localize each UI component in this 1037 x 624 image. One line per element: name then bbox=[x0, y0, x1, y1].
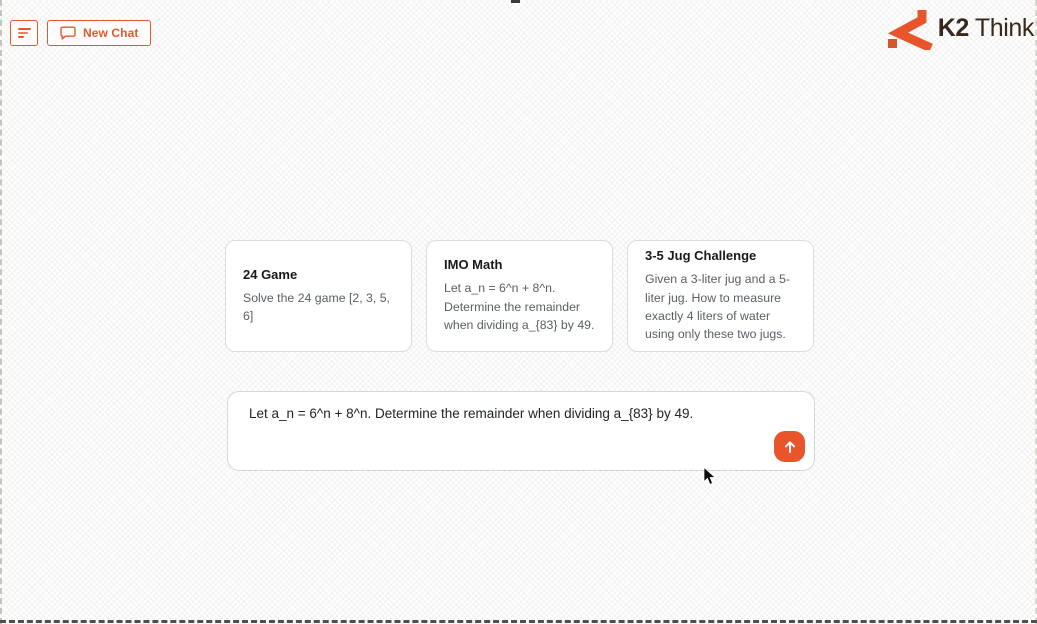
sidebar-toggle-button[interactable] bbox=[10, 20, 38, 46]
top-edge-artifact bbox=[511, 0, 520, 3]
new-chat-button[interactable] bbox=[47, 20, 151, 46]
suggestion-card-imo-math[interactable] bbox=[426, 240, 613, 352]
mouse-cursor-arrow bbox=[703, 467, 716, 491]
logo-text-k2: K2 bbox=[937, 13, 969, 42]
menu-lines-icon bbox=[18, 28, 31, 38]
message-input[interactable] bbox=[228, 392, 814, 470]
suggestion-card-24-game[interactable] bbox=[225, 240, 412, 352]
brand-wordmark bbox=[938, 14, 1034, 43]
k2-brand-mark-icon bbox=[885, 6, 933, 50]
suggestion-card-row bbox=[225, 240, 814, 352]
logo-text-think: Think bbox=[974, 13, 1034, 42]
brand-logo bbox=[885, 6, 1034, 50]
card-title: 24 Game bbox=[243, 266, 298, 282]
card-description: Let a_n = 6^n + 8^n. Determine the remainder when dividing a_{83} by 49. bbox=[444, 281, 595, 333]
message-composer bbox=[227, 391, 815, 471]
chat-bubble-icon bbox=[60, 26, 76, 40]
arrow-up-icon bbox=[782, 439, 798, 455]
send-button[interactable] bbox=[774, 431, 805, 462]
card-title: 3-5 Jug Challenge bbox=[645, 248, 757, 264]
left-dashed-edge bbox=[0, 0, 2, 624]
suggestion-card-jug-challenge[interactable] bbox=[627, 240, 814, 352]
card-description: Given a 3-liter jug and a 5-liter jug. How to measure exactly 4 liters of water using only these two jugs. bbox=[645, 272, 790, 342]
card-description: Solve the 24 game [2, 3, 5, 6] bbox=[243, 290, 390, 323]
card-title: IMO Math bbox=[444, 257, 503, 273]
new-chat-label: New Chat bbox=[83, 26, 139, 40]
bottom-dashed-edge bbox=[0, 620, 1037, 623]
